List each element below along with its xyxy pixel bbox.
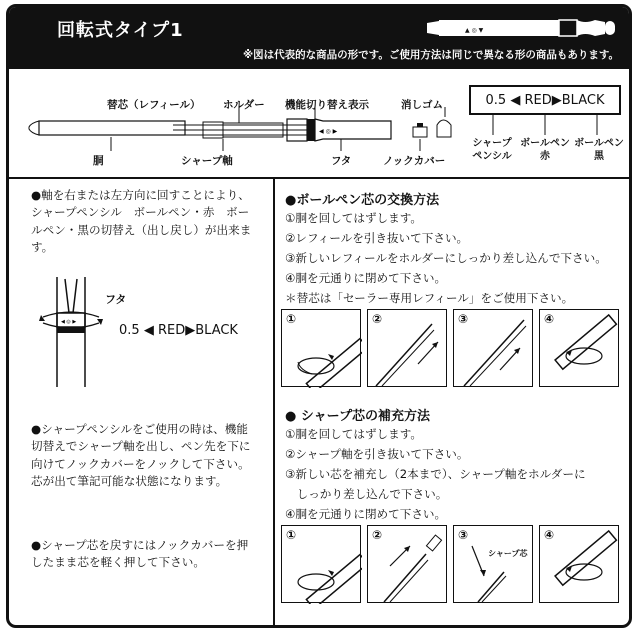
ballpoint-panel-3: ③ xyxy=(453,309,533,387)
sharp-retract-text: ●シャープ芯を戻すにはノックカバーを押したまま芯を軽く押して下さい。 xyxy=(31,538,249,570)
sharp-panel-4: ④ xyxy=(539,525,619,603)
futa-label: フタ xyxy=(105,293,127,306)
sharp-heading: ● シャープ芯の補充方法 xyxy=(285,409,430,424)
instruction-sheet xyxy=(6,4,632,628)
ballpoint-step-3: ③新しいレフィールをホルダーにしっかり差し込んで下さい。 xyxy=(285,251,607,265)
arrow-left-icon: ◀ xyxy=(510,92,521,108)
sharp-panel-3: ③ シャープ芯 xyxy=(453,525,533,603)
ballpoint-panel-2: ② xyxy=(367,309,447,387)
ballpoint-step-2: ②レフィールを引き抜いて下さい。 xyxy=(285,231,469,245)
intro-text: ●軸を右または左方向に回すことにより、シャープペンシル ボールペン・赤 ボールペン・黒の切替え（出し戻し）が出来ます。 xyxy=(31,188,252,255)
cap-label: フタ xyxy=(331,155,352,167)
sharp-pencil-label: シャープ ペンシル xyxy=(472,138,512,162)
holder-label: ホルダー xyxy=(223,99,265,111)
sharp-panel-2: ② xyxy=(367,525,447,603)
mode-selector-display xyxy=(469,85,621,115)
red-pen-label: ボールペン 赤 xyxy=(520,138,570,162)
sharp-usage-text: ●シャープペンシルをご使用の時は、機能切替えでシャープ軸を出し、ペン先を下に向けてノックカバーをノックして下さい。芯が出て筆記可能な状態になります。 xyxy=(31,422,251,489)
ballpoint-panel-1: ① xyxy=(281,309,361,387)
shaft-label: シャープ軸 xyxy=(181,155,233,167)
svg-text:▲ ◎ ▼: ▲ ◎ ▼ xyxy=(465,27,484,34)
sharp-step-2: ②シャープ軸を引き抜いて下さい。 xyxy=(285,447,469,461)
lead-label: シャープ芯 xyxy=(488,549,528,558)
header-bar xyxy=(9,7,629,69)
body-label: 胴 xyxy=(93,155,104,167)
selector-leaders xyxy=(469,115,621,135)
ballpoint-heading: ●ボールペン芯の交換方法 xyxy=(285,193,440,208)
arrow-right-icon: ▶ xyxy=(551,92,562,108)
ballpoint-step-4: ④胴を元通りに閉めて下さい。 xyxy=(285,271,447,285)
mode-selector-small: 0.5 ◀ RED▶BLACK xyxy=(119,323,238,338)
ballpoint-note: ＊替芯は「セーラー専用レフィール」をご使用下さい。 xyxy=(285,291,574,305)
page-title: 回転式タイプ1 xyxy=(57,20,184,41)
refill-label: 替芯（レフィール） xyxy=(107,99,201,111)
red-label: RED xyxy=(524,92,552,108)
pen-illustration-header xyxy=(425,11,625,45)
sharp-step-3: ③新しい芯を補充し（2本まで）、シャープ軸をホルダーに xyxy=(285,467,586,481)
sharp-step-4: ④胴を元通りに閉めて下さい。 xyxy=(285,507,447,521)
sharp-size: 0.5 xyxy=(485,92,507,108)
ballpoint-panel-4: ④ xyxy=(539,309,619,387)
sharp-step-1: ①胴を回してはずします。 xyxy=(285,427,422,441)
svg-text:◀ ◎ ▶: ◀ ◎ ▶ xyxy=(61,319,77,325)
header-note: ※図は代表的な商品の形です。ご使用方法は同じで異なる形の商品もあります。 xyxy=(242,49,619,61)
column-divider xyxy=(273,179,275,628)
svg-text:◀ ◎ ▶: ◀ ◎ ▶ xyxy=(319,128,338,135)
black-label: BLACK xyxy=(561,92,605,108)
eraser-label: 消しゴム xyxy=(401,99,443,111)
mode-label: 機能切り替え表示 xyxy=(285,99,369,111)
ballpoint-step-1: ①胴を回してはずします。 xyxy=(285,211,422,225)
black-pen-label: ボールペン 黒 xyxy=(574,138,624,162)
section-divider xyxy=(9,177,629,179)
sharp-step-3b: しっかり差し込んで下さい。 xyxy=(285,487,448,501)
knock-cover-label: ノックカバー xyxy=(383,155,446,167)
sharp-panel-1: ① xyxy=(281,525,361,603)
